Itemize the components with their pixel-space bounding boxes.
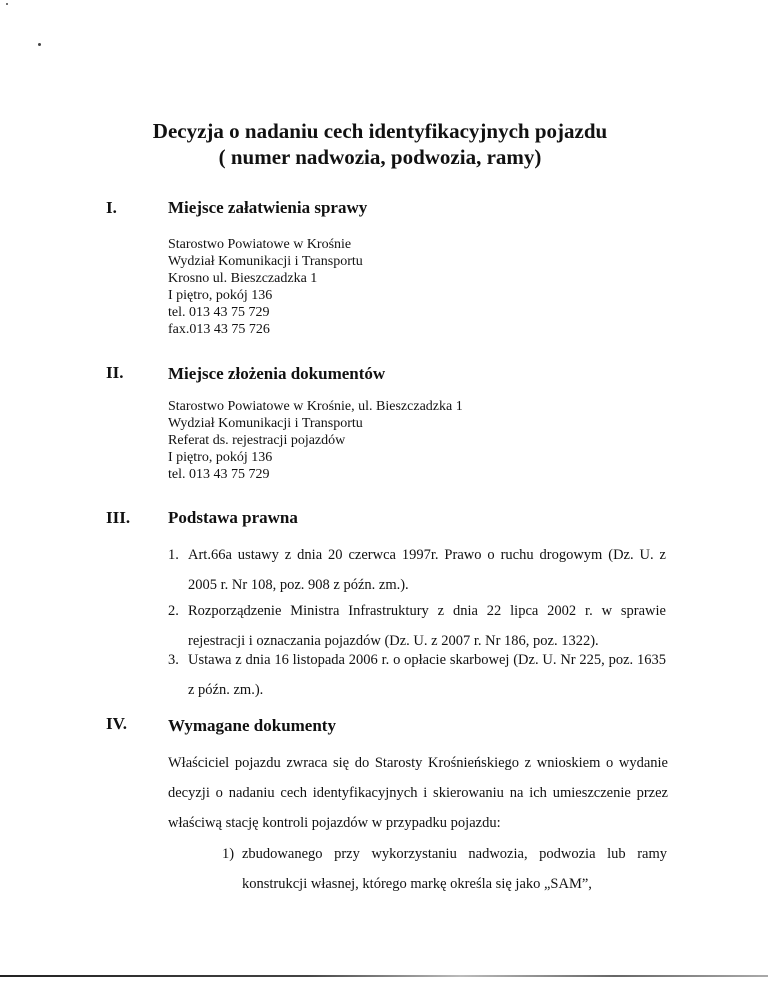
legal-basis-item bbox=[168, 540, 666, 600]
list-text: Art.66a ustawy z dnia 20 czerwca 1997r. Prawo o ruchu drogowym (Dz. U. z 2005 r. Nr 108, poz. 908 z późn. zm.). bbox=[188, 547, 666, 593]
section-2-heading: Miejsce złożenia dokumentów bbox=[168, 364, 386, 383]
document-title bbox=[0, 118, 760, 170]
section-2-address bbox=[168, 398, 463, 483]
section-1-address bbox=[168, 236, 363, 338]
section-4-paragraph: Właściciel pojazdu zwraca się do Starosty Krośnieńskiego z wnioskiem o wydanie decyzji o nadaniu cech identyfikacyjnych i skierowaniu na ich umieszczenie przez właściwą stację kontroli pojazdów w przypadku pojazdu: bbox=[168, 755, 668, 831]
list-text: Ustawa z dnia 16 listopada 2006 r. o opłacie skarbowej (Dz. U. Nr 225, poz. 1635 z późn. zm.). bbox=[188, 652, 666, 698]
section-4-heading: Wymagane dokumenty bbox=[168, 716, 336, 735]
address-line: Krosno ul. Bieszczadzka 1 bbox=[168, 271, 318, 286]
list-number: 1) bbox=[222, 846, 235, 862]
address-line: fax.013 43 75 726 bbox=[168, 322, 270, 337]
list-text: zbudowanego przy wykorzystaniu nadwozia, podwozia lub ramy konstrukcji własnej, którego markę określa się jako „SAM”, bbox=[242, 846, 667, 892]
section-2-numeral: II. bbox=[106, 363, 124, 382]
required-case-item bbox=[222, 839, 667, 899]
section-3-heading: Podstawa prawna bbox=[168, 508, 298, 527]
section-1-heading: Miejsce załatwienia sprawy bbox=[168, 198, 368, 217]
section-1-numeral: I. bbox=[106, 198, 117, 217]
list-text: Rozporządzenie Ministra Infrastruktury z dnia 22 lipca 2002 r. w sprawie rejestracji i oznaczania pojazdów (Dz. U. z 2007 r. Nr 186, poz. 1322). bbox=[188, 603, 666, 649]
address-line: Wydział Komunikacji i Transportu bbox=[168, 416, 363, 431]
address-line: I piętro, pokój 136 bbox=[168, 288, 273, 303]
address-line: Wydział Komunikacji i Transportu bbox=[168, 254, 363, 269]
list-number: 2. bbox=[168, 603, 179, 619]
scan-edge-line bbox=[0, 975, 768, 977]
legal-basis-item bbox=[168, 645, 666, 705]
title-line-2: ( numer nadwozia, podwozia, ramy) bbox=[218, 145, 542, 169]
address-line: Referat ds. rejestracji pojazdów bbox=[168, 433, 346, 448]
scan-speck bbox=[38, 43, 41, 46]
section-3-numeral: III. bbox=[106, 508, 131, 527]
list-number: 1. bbox=[168, 547, 179, 563]
list-number: 3. bbox=[168, 652, 179, 668]
title-line-1: Decyzja o nadaniu cech identyfikacyjnych pojazdu bbox=[152, 119, 608, 143]
address-line: Starostwo Powiatowe w Krośnie, ul. Bieszczadzka 1 bbox=[168, 399, 463, 414]
address-line: tel. 013 43 75 729 bbox=[168, 467, 270, 482]
address-line: tel. 013 43 75 729 bbox=[168, 305, 270, 320]
section-4-numeral: IV. bbox=[106, 714, 127, 733]
address-line: I piętro, pokój 136 bbox=[168, 450, 273, 465]
scan-speck bbox=[6, 3, 8, 5]
address-line: Starostwo Powiatowe w Krośnie bbox=[168, 237, 352, 252]
